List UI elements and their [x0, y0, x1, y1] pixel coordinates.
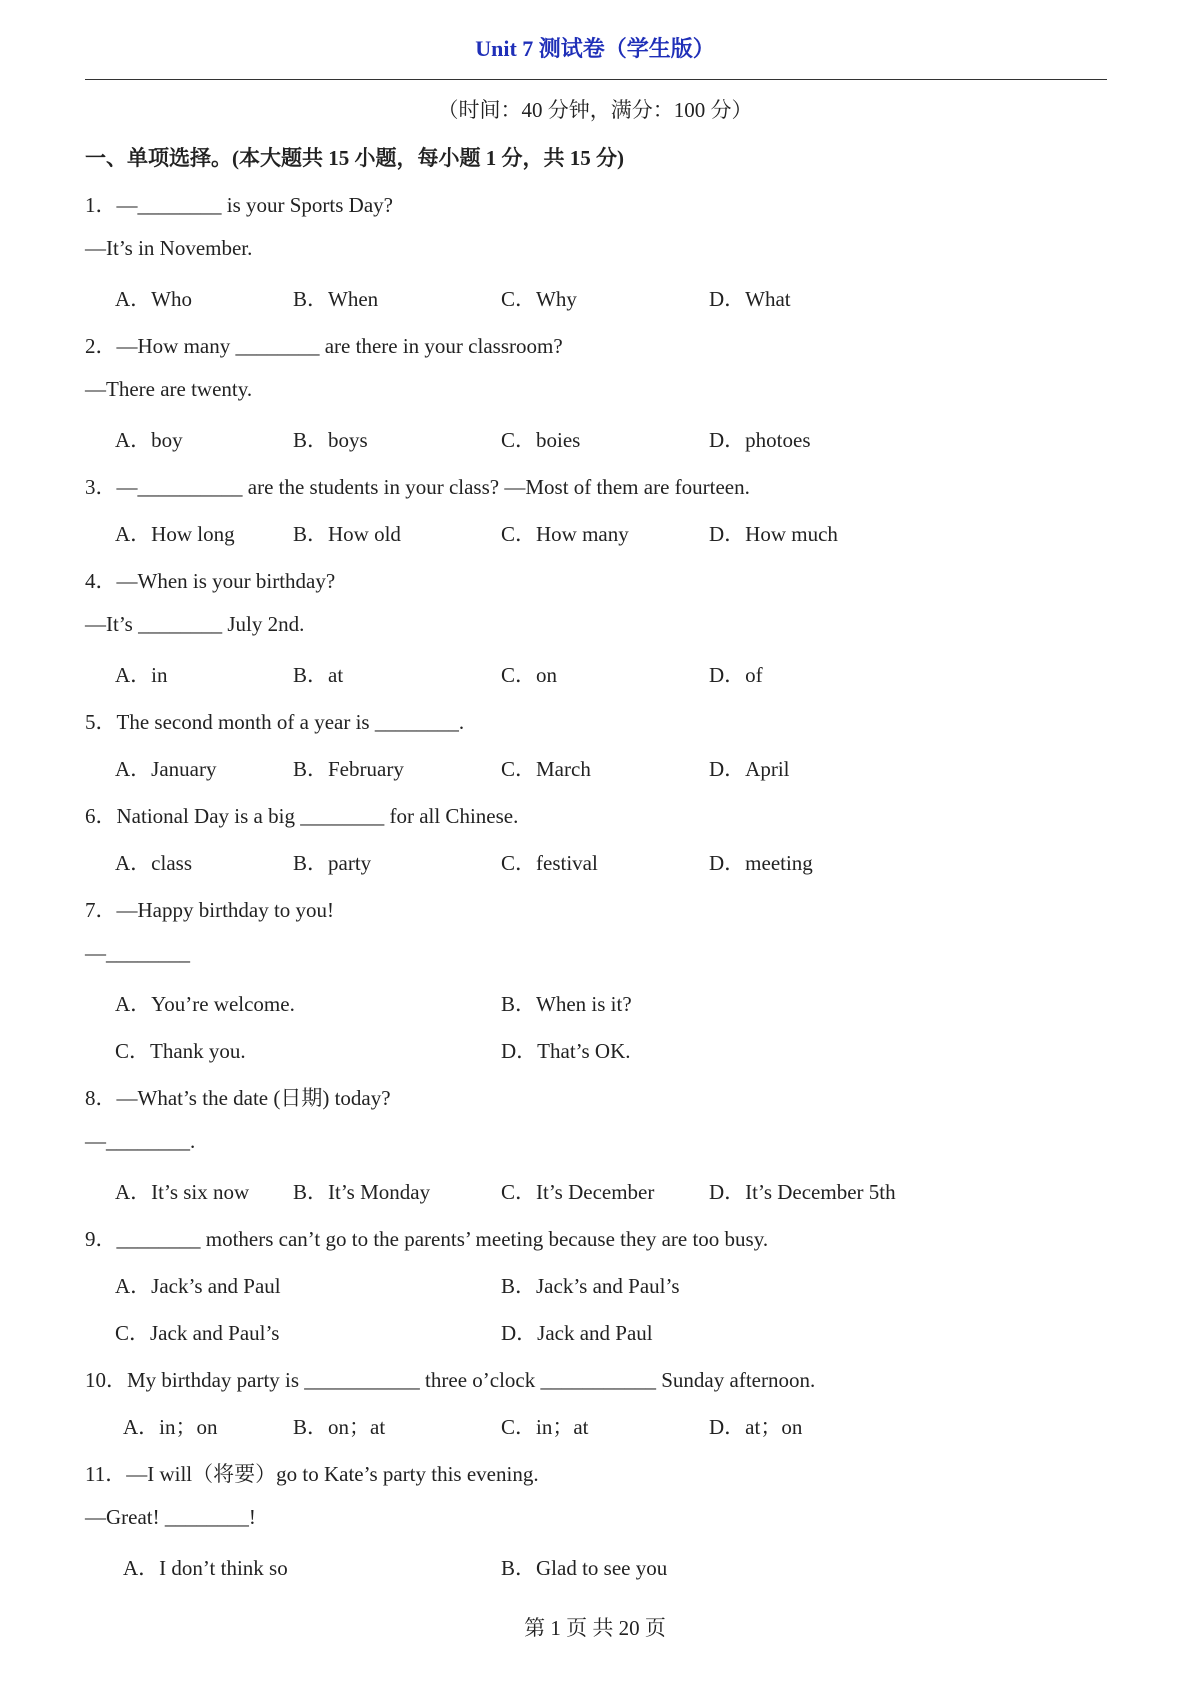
section-heading: 一、单项选择。(本大题共 15 小题，每小题 1 分，共 15 分): [85, 146, 624, 170]
question-8-option-b[interactable]: B．It’s Monday: [293, 1180, 431, 1204]
question-6-option-c[interactable]: C．festival: [501, 851, 598, 875]
question-11-option-b[interactable]: B．Glad to see you: [501, 1556, 668, 1580]
question-6-option-b[interactable]: B．party: [293, 851, 372, 875]
question-5-option-d[interactable]: D．April: [709, 757, 790, 781]
question-2-option-c[interactable]: C．boies: [501, 428, 581, 452]
question-9-option-b[interactable]: B．Jack’s and Paul’s: [501, 1274, 680, 1298]
page-number: 第 1 页 共 20 页: [524, 1616, 666, 1640]
question-11-line-1: 11．—I will（将要）go to Kate’s party this evening.: [85, 1462, 539, 1486]
question-6-option-a[interactable]: A．class: [115, 851, 192, 875]
question-2-line-1: 2．—How many ________ are there in your classroom?: [85, 334, 563, 358]
question-5-option-a[interactable]: A．January: [115, 757, 217, 781]
question-1-line-1: 1．—________ is your Sports Day?: [85, 193, 393, 217]
question-2-line-2: —There are twenty.: [85, 377, 253, 401]
question-4-option-d[interactable]: D．of: [709, 663, 763, 687]
question-9-option-d[interactable]: D．Jack and Paul: [501, 1321, 653, 1345]
question-6-option-d[interactable]: D．meeting: [709, 851, 813, 875]
question-4-option-a[interactable]: A．in: [115, 663, 168, 687]
question-7-option-c[interactable]: C．Thank you.: [115, 1039, 246, 1063]
question-7-option-a[interactable]: A．You’re welcome.: [115, 992, 295, 1016]
question-4-line-1: 4．—When is your birthday?: [85, 569, 336, 593]
question-3-option-b[interactable]: B．How old: [293, 522, 401, 546]
question-9-option-c[interactable]: C．Jack and Paul’s: [115, 1321, 280, 1345]
question-8-option-c[interactable]: C．It’s December: [501, 1180, 655, 1204]
question-7-option-b[interactable]: B．When is it?: [501, 992, 632, 1016]
question-10-option-d[interactable]: D．at；on: [709, 1415, 803, 1439]
question-10-option-c[interactable]: C．in；at: [501, 1415, 589, 1439]
question-10-option-b[interactable]: B．on；at: [293, 1415, 386, 1439]
question-1-option-b[interactable]: B．When: [293, 287, 379, 311]
question-5-line-1: 5．The second month of a year is ________.: [85, 710, 465, 734]
question-2-option-b[interactable]: B．boys: [293, 428, 368, 452]
question-6-line-1: 6．National Day is a big ________ for all Chinese.: [85, 804, 519, 828]
question-7-line-1: 7．—Happy birthday to you!: [85, 898, 335, 922]
question-4-line-2: —It’s ________ July 2nd.: [85, 612, 305, 636]
question-2-option-a[interactable]: A．boy: [115, 428, 183, 452]
question-5-option-b[interactable]: B．February: [293, 757, 404, 781]
question-3-option-d[interactable]: D．How much: [709, 522, 838, 546]
question-1-option-c[interactable]: C．Why: [501, 287, 577, 311]
question-10-option-a[interactable]: A．in；on: [123, 1415, 218, 1439]
exam-time-info: （时间：40 分钟，满分：100 分）: [437, 98, 753, 122]
question-11-line-2: —Great! ________!: [85, 1505, 256, 1529]
question-3-option-a[interactable]: A．How long: [115, 522, 235, 546]
document-title: Unit 7 测试卷（学生版）: [475, 36, 715, 61]
question-1-option-a[interactable]: A．Who: [115, 287, 192, 311]
question-9-line-1: 9．________ mothers can’t go to the parents’ meeting because they are too busy.: [85, 1227, 769, 1251]
question-8-line-1: 8．—What’s the date (日期) today?: [85, 1086, 391, 1110]
question-3-line-1: 3．—__________ are the students in your class? —Most of them are fourteen.: [85, 475, 750, 499]
question-4-option-b[interactable]: B．at: [293, 663, 344, 687]
question-7-line-2: —________: [85, 941, 190, 965]
question-1-line-2: —It’s in November.: [85, 236, 253, 260]
question-3-option-c[interactable]: C．How many: [501, 522, 629, 546]
question-2-option-d[interactable]: D．photoes: [709, 428, 811, 452]
question-7-option-d[interactable]: D．That’s OK.: [501, 1039, 631, 1063]
question-4-option-c[interactable]: C．on: [501, 663, 558, 687]
question-10-line-1: 10．My birthday party is ___________ three o’clock ___________ Sunday afternoon.: [85, 1368, 816, 1392]
question-1-option-d[interactable]: D．What: [709, 287, 791, 311]
question-8-option-d[interactable]: D．It’s December 5th: [709, 1180, 896, 1204]
question-9-option-a[interactable]: A．Jack’s and Paul: [115, 1274, 281, 1298]
question-8-line-2: —________.: [85, 1129, 196, 1153]
question-8-option-a[interactable]: A．It’s six now: [115, 1180, 250, 1204]
question-5-option-c[interactable]: C．March: [501, 757, 591, 781]
title-divider: [85, 79, 1107, 80]
question-11-option-a[interactable]: A．I don’t think so: [123, 1556, 288, 1580]
